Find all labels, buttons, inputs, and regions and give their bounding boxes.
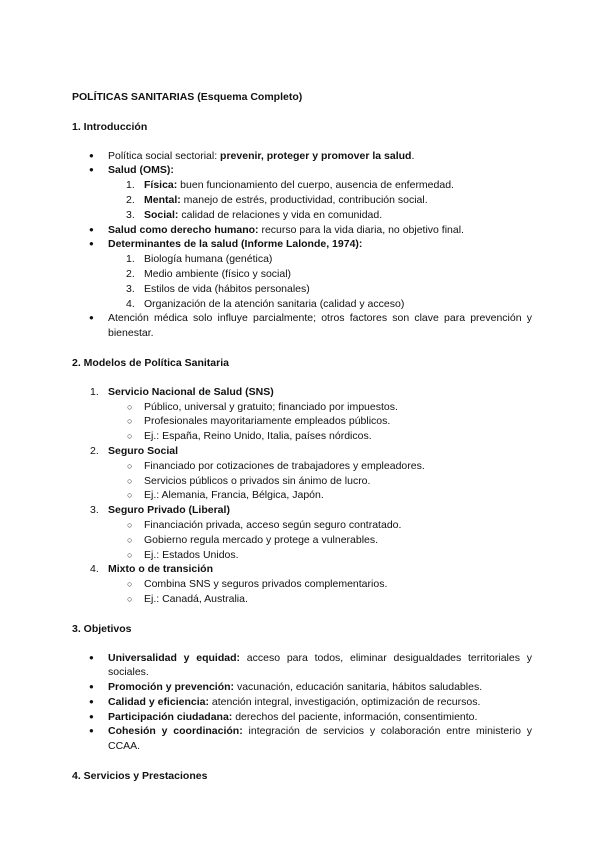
list-item: ● Atención médica solo influye parcialmente; otros factores son clave para prevención y bienestar. [108, 311, 532, 341]
determinantes-sublist [108, 252, 532, 311]
model-sublist [108, 518, 532, 562]
list-item: ● Participación ciudadana: derechos del paciente, información, consentimiento. [108, 710, 532, 725]
list-item: ○ Gobierno regula mercado y protege a vulnerables. [144, 533, 532, 548]
list-item: ● Determinantes de la salud (Informe Lalonde, 1974): 1. Biología humana (genética) 2. Medio ambiente (físico y social) 3. Estilos de vida (hábitos personales) 4. Organización de la atención sanitaria (calidad y acceso) [108, 237, 532, 311]
model-item: 1. Servicio Nacional de Salud (SNS) ○ Público, universal y gratuito; financiado por impuestos. ○ Profesionales mayoritariamente empleados públicos. ○ Ej.: España, Reino Unido, Italia, países nórdicos. [108, 385, 532, 444]
intro-list [72, 149, 532, 341]
list-item: ○ Servicios públicos o privados sin ánimo de lucro. [144, 474, 532, 489]
list-item: ● Política social sectorial: prevenir, proteger y promover la salud. [108, 149, 532, 164]
document-title: POLÍTICAS SANITARIAS (Esquema Completo) [72, 91, 303, 103]
list-item: 4. Organización de la atención sanitaria (calidad y acceso) [126, 297, 405, 310]
list-item: ● Universalidad y equidad: acceso para todos, eliminar desigualdades territoriales y sociales. [108, 651, 532, 681]
list-item: ● Salud (OMS): 1. Física: buen funcionamiento del cuerpo, ausencia de enfermedad. 2. Mental: manejo de estrés, productividad, contribución social. 3. Social: calidad de relaciones y vida en comunidad. [108, 163, 532, 222]
list-item: ○ Financiación privada, acceso según seguro contratado. [144, 518, 532, 533]
list-item: ○ Ej.: España, Reino Unido, Italia, países nórdicos. [144, 429, 532, 444]
list-item: ○ Combina SNS y seguros privados complementarios. [144, 577, 532, 592]
list-item: 1. Física: buen funcionamiento del cuerpo, ausencia de enfermedad. [126, 179, 454, 192]
list-item: 1. Biología humana (genética) [126, 253, 273, 266]
objectives-list [72, 651, 532, 755]
list-item: ○ Ej.: Alemania, Francia, Bélgica, Japón. [144, 488, 532, 503]
model-sublist [108, 459, 532, 503]
models-list [72, 385, 532, 607]
list-item: ○ Público, universal y gratuito; financiado por impuestos. [144, 400, 532, 415]
section-4-heading: 4. Servicios y Prestaciones [72, 770, 208, 783]
model-sublist [108, 577, 532, 607]
model-item: 3. Seguro Privado (Liberal) ○ Financiación privada, acceso según seguro contratado. ○ Gobierno regula mercado y protege a vulnerables. ○ Ej.: Estados Unidos. [108, 503, 532, 562]
list-item: ● Cohesión y coordinación: integración de servicios y colaboración entre ministerio y CCAA. [108, 724, 532, 754]
section-1-heading: 1. Introducción [72, 120, 148, 133]
document-page [72, 90, 532, 798]
list-item: 3. Social: calidad de relaciones y vida en comunidad. [126, 208, 383, 221]
list-item: ○ Ej.: Estados Unidos. [144, 548, 532, 563]
list-item: ○ Financiado por cotizaciones de trabajadores y empleadores. [144, 459, 532, 474]
list-item: ● Salud como derecho humano: recurso para la vida diaria, no objetivo final. [108, 223, 532, 238]
list-item: ● Promoción y prevención: vacunación, educación sanitaria, hábitos saludables. [108, 680, 532, 695]
list-item: ○ Ej.: Canadá, Australia. [144, 592, 532, 607]
list-item: 2. Mental: manejo de estrés, productividad, contribución social. [126, 193, 428, 206]
section-2-heading: 2. Modelos de Política Sanitaria [72, 356, 229, 369]
model-item: 2. Seguro Social ○ Financiado por cotizaciones de trabajadores y empleadores. ○ Servicios públicos o privados sin ánimo de lucro. ○ Ej.: Alemania, Francia, Bélgica, Japón. [108, 444, 532, 503]
model-sublist [108, 400, 532, 444]
section-3-heading: 3. Objetivos [72, 622, 132, 635]
list-item: ○ Profesionales mayoritariamente empleados públicos. [144, 414, 532, 429]
list-item: 2. Medio ambiente (físico y social) [126, 267, 292, 280]
list-item: 3. Estilos de vida (hábitos personales) [126, 282, 310, 295]
list-item: ● Calidad y eficiencia: atención integral, investigación, optimización de recursos. [108, 695, 532, 710]
model-item: 4. Mixto o de transición ○ Combina SNS y seguros privados complementarios. ○ Ej.: Canadá, Australia. [108, 562, 532, 606]
salud-sublist [108, 178, 532, 222]
